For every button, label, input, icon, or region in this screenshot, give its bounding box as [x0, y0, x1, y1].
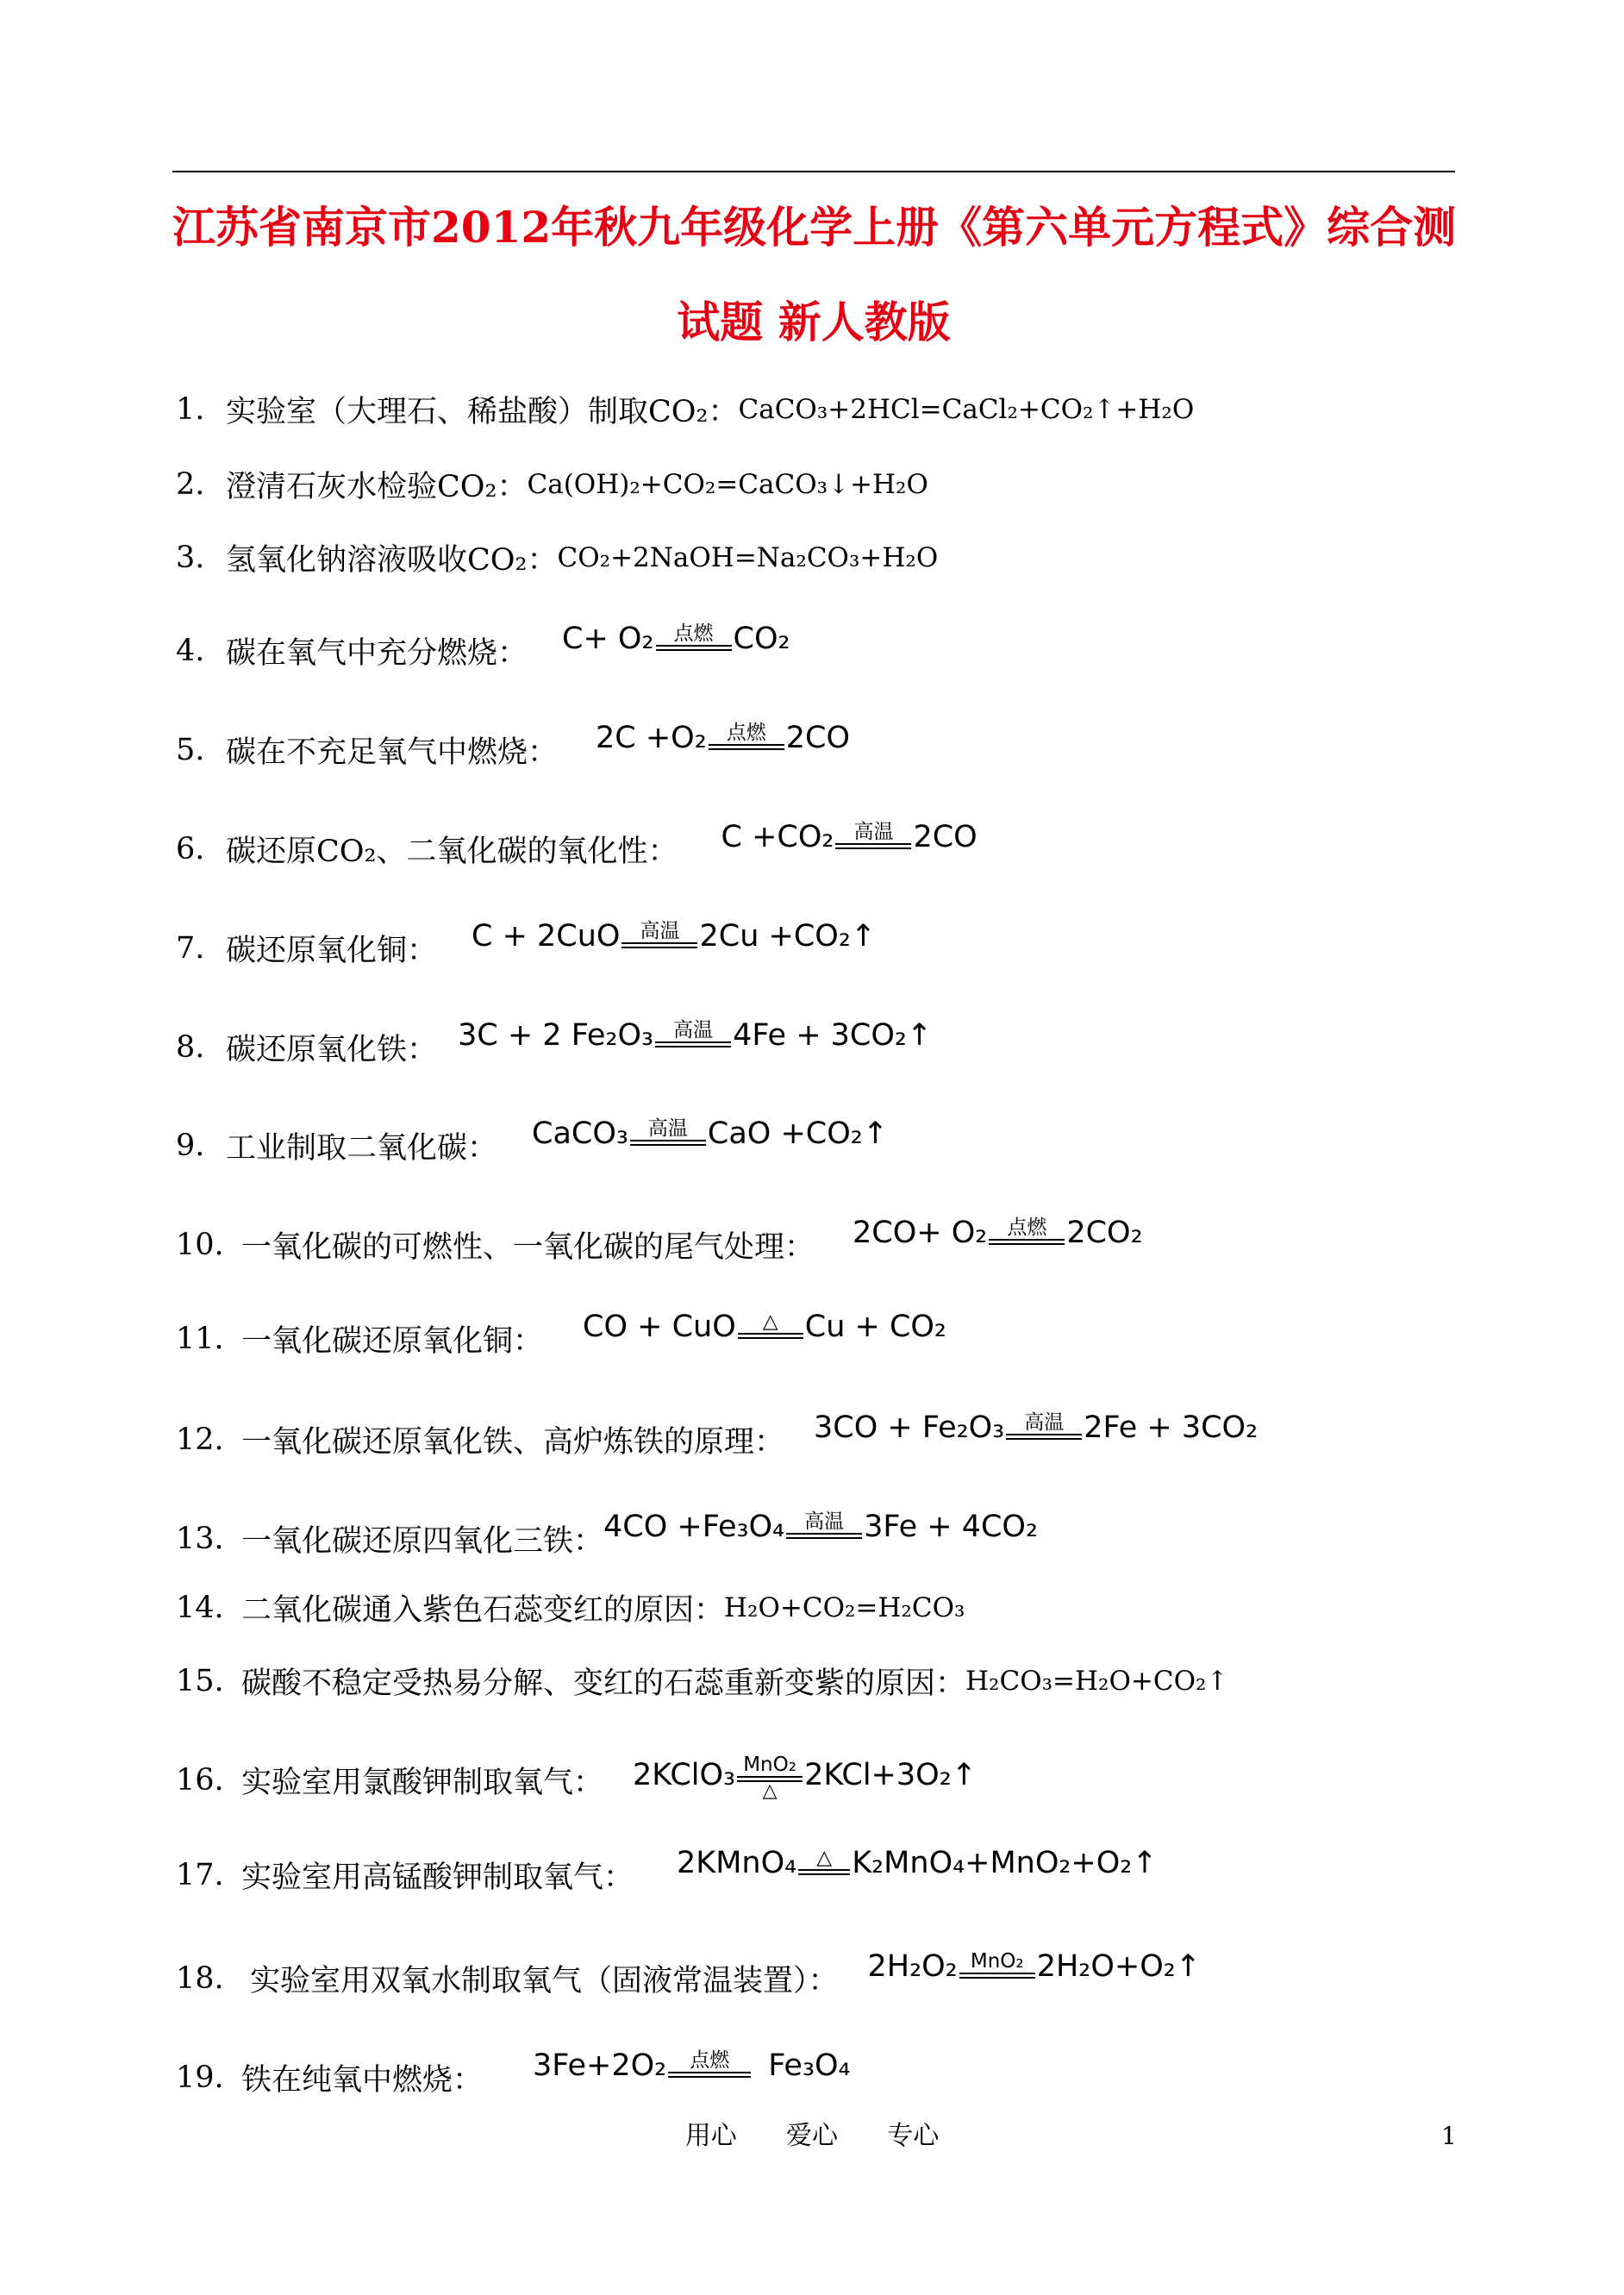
item-description: 一氧化碳的可燃性、一氧化碳的尾气处理：: [241, 1230, 815, 1265]
item-description: 实验室用高锰酸钾制取氧气：: [241, 1860, 634, 1895]
equals-double-line: [959, 1973, 1035, 1979]
item-number: 11.: [176, 1322, 224, 1356]
equals-double-line: [835, 843, 911, 849]
reaction-condition: [835, 821, 911, 849]
condition-label: 点燃: [1007, 1216, 1047, 1239]
equation-lhs: CaCO₃: [532, 1116, 628, 1151]
reaction-equation: [458, 1018, 932, 1053]
equals-double-line: [656, 645, 732, 651]
reaction-equation: [633, 1745, 978, 1802]
equals-double-line: [738, 1333, 803, 1339]
equation-rhs: 2H₂O+O₂↑: [1036, 1949, 1202, 1984]
equation-lhs: 2H₂O₂: [867, 1949, 958, 1984]
equation-item-16: [176, 1750, 977, 1810]
equation-text: CaCO₃+2HCl=CaCl₂+CO₂↑+H₂O: [738, 394, 1195, 425]
equation-text: Ca(OH)₂+CO₂=CaCO₃↓+H₂O: [527, 469, 928, 500]
page-title-line-1: 江苏省南京市2012年秋九年级化学上册《第六单元方程式》综合测: [172, 202, 1457, 253]
equation-item-6: [176, 819, 978, 879]
equals-double-line: [668, 2072, 751, 2078]
reaction-equation: [868, 1949, 1202, 1984]
item-number: 13.: [176, 1522, 224, 1556]
reaction-condition: [621, 920, 697, 948]
item-number: 2.: [176, 467, 205, 502]
item-description: 二氧化碳通入紫色石蕊变红的原因：: [241, 1593, 725, 1628]
equation-lhs: 2KMnO₄: [677, 1846, 797, 1880]
item-number: 10.: [176, 1228, 224, 1262]
equation-item-5: [176, 720, 850, 780]
equation-rhs: 2CO₂: [1066, 1216, 1143, 1250]
item-description: 工业制取二氧化碳：: [226, 1131, 498, 1166]
equation-rhs: Fe₃O₄: [768, 2048, 851, 2083]
equation-lhs: 3CO + Fe₂O₃: [814, 1410, 1005, 1445]
condition-catalyst: MnO₂: [743, 1753, 796, 1776]
reaction-equation: [603, 1510, 1038, 1544]
equation-item-17: [176, 1845, 1158, 1905]
equation-item-11: [176, 1309, 946, 1369]
item-description: 碳还原氧化铁：: [226, 1033, 438, 1067]
equation-item-1: [176, 379, 1194, 440]
page-number: 1: [1441, 2122, 1457, 2150]
equation-item-3: [176, 528, 938, 588]
reaction-condition: [738, 1310, 803, 1339]
reaction-condition: [630, 1117, 706, 1146]
item-number: 7.: [176, 931, 205, 966]
item-number: 6.: [176, 832, 205, 866]
equals-double-line: [655, 1041, 731, 1047]
condition-label: 高温: [647, 1117, 688, 1140]
equation-lhs: 2CO+ O₂: [853, 1216, 988, 1250]
reaction-condition: [656, 622, 732, 651]
equation-item-9: [176, 1116, 888, 1176]
reaction-equation: [677, 1846, 1158, 1880]
equation-lhs: C+ O₂: [562, 622, 654, 656]
top-rule: [172, 171, 1455, 172]
item-number: 3.: [176, 541, 205, 575]
equation-lhs: 2C +O₂: [596, 721, 707, 755]
condition-label: 高温: [804, 1510, 845, 1533]
equation-rhs: CaO +CO₂↑: [707, 1116, 889, 1151]
condition-heat: △: [762, 1779, 778, 1802]
item-description: 一氧化碳还原氧化铜：: [241, 1324, 544, 1359]
item-description: 实验室用氯酸钾制取氧气：: [241, 1766, 604, 1800]
condition-label: 高温: [1024, 1411, 1065, 1434]
equals-double-line: [1006, 1434, 1082, 1440]
item-description: 碳还原CO₂、二氧化碳的氧化性：: [226, 835, 678, 869]
condition-label: 点燃: [673, 622, 714, 645]
condition-label: 高温: [853, 821, 894, 843]
equation-item-14: [176, 1578, 965, 1638]
item-description: 碳在氧气中充分燃烧：: [226, 636, 528, 671]
item-number: 1.: [176, 392, 205, 427]
reaction-condition: [786, 1510, 862, 1539]
reaction-condition: [655, 1019, 731, 1047]
condition-label: △: [816, 1847, 833, 1869]
equation-rhs: 2KCl+3O₂↑: [804, 1757, 978, 1792]
equation-item-10: [176, 1215, 1143, 1275]
equation-rhs: 3Fe + 4CO₂: [864, 1510, 1038, 1544]
equation-item-2: [176, 454, 928, 515]
equation-rhs: 4Fe + 3CO₂↑: [733, 1018, 933, 1053]
reaction-condition: [798, 1847, 850, 1875]
equals-double-line: [621, 942, 697, 948]
equation-item-13: [176, 1509, 1038, 1569]
condition-label: 点燃: [690, 2049, 730, 2072]
equation-lhs: 3C + 2 Fe₂O₃: [458, 1018, 654, 1053]
reaction-equation: [562, 622, 790, 656]
equation-text: H₂CO₃=H₂O+CO₂↑: [965, 1666, 1229, 1697]
equation-item-12: [176, 1410, 1258, 1470]
item-description: 碳还原氧化铜：: [226, 934, 438, 968]
reaction-condition: [989, 1216, 1065, 1245]
reaction-condition: [737, 1754, 803, 1801]
condition-label: 点燃: [726, 722, 766, 744]
reaction-equation: [472, 919, 876, 954]
equation-lhs: CO + CuO: [583, 1310, 736, 1344]
page-title-line-2: 试题 新人教版: [677, 297, 951, 347]
item-number: 9.: [176, 1129, 205, 1163]
reaction-condition: [668, 2049, 751, 2078]
item-number: 19.: [176, 2060, 224, 2095]
equation-rhs: Cu + CO₂: [804, 1310, 946, 1344]
equals-double-line: [989, 1239, 1065, 1245]
reaction-equation: [596, 721, 850, 755]
equation-text: CO₂+2NaOH=Na₂CO₃+H₂O: [557, 542, 939, 573]
equation-lhs: C + 2CuO: [472, 919, 621, 954]
item-number: 17.: [176, 1858, 224, 1892]
equation-item-4: [176, 621, 790, 681]
equation-rhs: 2Cu +CO₂↑: [699, 919, 877, 954]
reaction-condition: [959, 1950, 1035, 1979]
reaction-equation: [532, 1116, 888, 1151]
reaction-equation: [853, 1216, 1143, 1250]
footer-motto: 用心 爱心 专心: [684, 2121, 940, 2151]
item-number: 5.: [176, 733, 205, 767]
equation-rhs: 2CO: [785, 721, 851, 755]
equation-item-15: [176, 1651, 1228, 1711]
item-description: 碳在不充足氧气中燃烧：: [226, 735, 559, 770]
item-number: 12.: [176, 1423, 224, 1457]
reaction-equation: [814, 1410, 1258, 1445]
item-description: 铁在纯氧中燃烧：: [241, 2063, 484, 2098]
equation-rhs: CO₂: [733, 622, 790, 656]
item-description: 一氧化碳还原四氧化三铁：: [241, 1524, 604, 1559]
equation-item-7: [176, 918, 876, 979]
equation-text: H₂O+CO₂=H₂CO₃: [724, 1592, 965, 1623]
item-number: 18.: [176, 1961, 224, 1996]
equation-item-18: [176, 1948, 1201, 2009]
item-number: 16.: [176, 1763, 224, 1798]
item-number: 14.: [176, 1591, 224, 1625]
equation-lhs: 2KClO₃: [633, 1757, 736, 1792]
reaction-equation: [533, 2048, 851, 2083]
item-description: 实验室用双氧水制取氧气（固液常温装置）：: [250, 1964, 839, 1998]
equals-double-line: [798, 1869, 850, 1875]
item-number: 8.: [176, 1030, 205, 1065]
item-number: 4.: [176, 634, 205, 668]
equals-double-line: [786, 1533, 862, 1539]
condition-label: 高温: [673, 1019, 714, 1041]
equation-lhs: C +CO₂: [721, 820, 834, 854]
item-description: 碳酸不稳定受热易分解、变红的石蕊重新变紫的原因：: [241, 1667, 966, 1701]
reaction-equation: [721, 820, 978, 854]
condition-label: 高温: [640, 920, 680, 942]
equation-item-8: [176, 1017, 932, 1078]
reaction-equation: [583, 1310, 946, 1344]
equals-double-line: [630, 1140, 706, 1146]
reaction-condition: [709, 722, 784, 750]
equals-double-line: [709, 744, 784, 750]
equation-lhs: 3Fe+2O₂: [533, 2048, 667, 2083]
equation-item-19: [176, 2048, 851, 2108]
condition-catalyst: MnO₂: [970, 1950, 1024, 1973]
condition-label: △: [762, 1310, 778, 1333]
equation-rhs: 2CO: [913, 820, 978, 854]
item-description: 一氧化碳还原氧化铁、高炉炼铁的原理：: [241, 1425, 785, 1460]
item-description: 实验室（大理石、稀盐酸）制取CO₂：: [226, 395, 739, 429]
reaction-condition: [1006, 1411, 1082, 1440]
item-description: 澄清石灰水检验CO₂：: [226, 470, 528, 504]
equation-lhs: 4CO +Fe₃O₄: [603, 1510, 785, 1544]
item-number: 15.: [176, 1664, 224, 1698]
equation-rhs: K₂MnO₄+MnO₂+O₂↑: [852, 1846, 1158, 1880]
item-description: 氢氧化钠溶液吸收CO₂：: [226, 543, 558, 578]
equation-rhs: 2Fe + 3CO₂: [1084, 1410, 1259, 1445]
